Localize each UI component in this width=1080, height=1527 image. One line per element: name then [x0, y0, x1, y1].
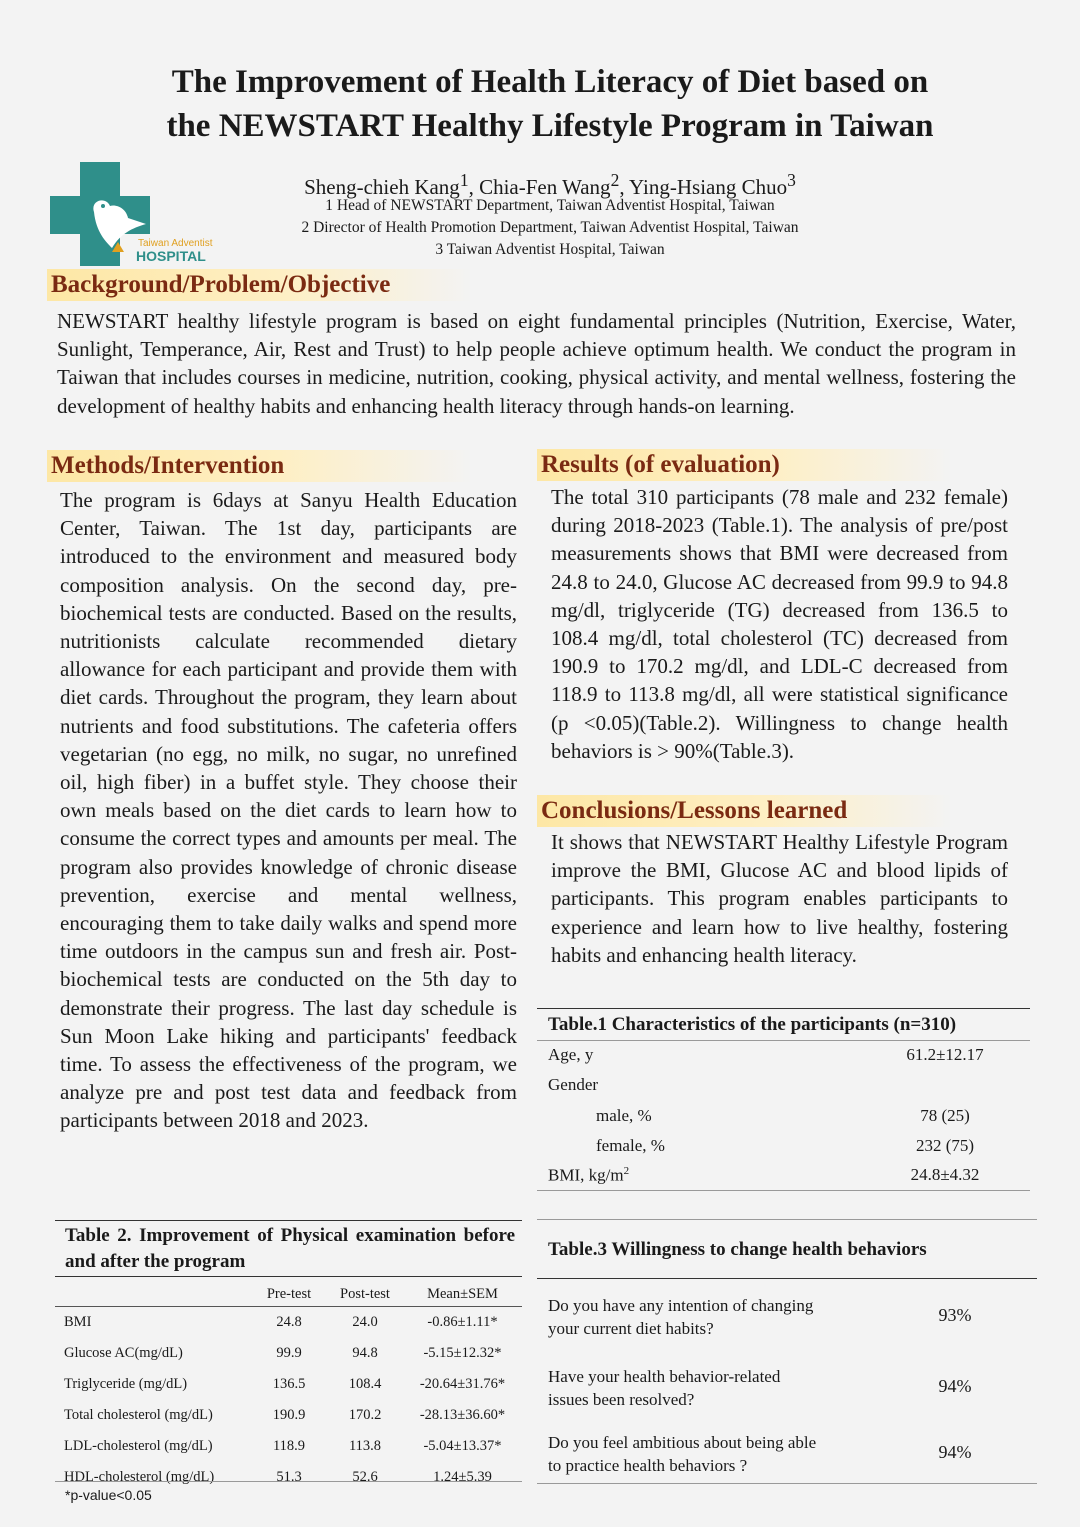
affiliation-1: 1 Head of NEWSTART Department, Taiwan Adventist Hospital, Taiwan [325, 197, 775, 214]
table2-title-rule [55, 1276, 522, 1277]
title-line-2: the NEWSTART Healthy Lifestyle Program in Taiwan [166, 108, 934, 144]
table2-cell: 190.9 [272, 1407, 306, 1423]
table2-header-cell: Post-test [327, 1282, 403, 1307]
table1-row-label: female, % [596, 1136, 665, 1155]
results-heading: Results (of evaluation) [537, 449, 951, 481]
table1-top-rule [537, 1008, 1030, 1009]
table2-cell: BMI [64, 1314, 92, 1330]
table1-row-value: 232 (75) [915, 1136, 975, 1155]
table-row [55, 1369, 522, 1400]
author-list: Sheng-chieh Kang$^1$, Chia-Fen Wang$^2$, Ying-Hsiang Chuo$^3$ [304, 170, 796, 199]
table2-cell: Glucose AC(mg/dL) [64, 1345, 183, 1361]
table2-cell: 113.8 [348, 1438, 382, 1454]
table2-cell: Total cholesterol (mg/dL) [64, 1407, 213, 1423]
table1-row-label: Gender [548, 1075, 599, 1094]
table3-bottom-rule [537, 1483, 1037, 1484]
author-2: Chia-Fen Wang$^2$ [479, 170, 620, 199]
logo-line-2: HOSPITAL [136, 248, 206, 264]
table3-value: 94% [938, 1376, 972, 1396]
table2-cell: LDL-cholesterol (mg/dL) [64, 1438, 213, 1454]
table1-row-label: male, % [596, 1106, 652, 1125]
table3-question: Do you have any intention of changing your current diet habits? [548, 1296, 814, 1338]
background-text: NEWSTART healthy lifestyle program is based on eight fundamental principles (Nutrition, Exercise, Water, Sunlight, Temperance, Air, Rest and Trust) to help people achieve optimum health. We conduct the program in Taiwan that includes courses in medicine, nutrition, cooking, physical activity, and mental wellness, fostering the development of healthy habits and enhancing health literacy through hands-on learning. [57, 309, 1016, 418]
results-text: The total 310 participants (78 male and 232 female) during 2018-2023 (Table.1). The analysis of pre/post measurements shows that BMI were decreased from 24.8 to 24.0, Glucose AC decreased from 99.9 to 94.8 mg/dl, triglyceride (TG) decreased from 136.5 to 108.4 mg/dl, total cholesterol (TC) decreased from 190.9 to 170.2 mg/dl, and LDL-C decreased from 118.9 to 113.8 mg/dl, all were statistical significance (p <0.05)(Table.2). Willingness to change health behaviors is > 90%(Table.3). [551, 485, 1008, 763]
table2-cell: Triglyceride (mg/dL) [64, 1376, 188, 1392]
table2-cell: HDL-cholesterol (mg/dL) [64, 1469, 215, 1485]
table2-cell: -0.86±1.11* [427, 1314, 498, 1330]
table2-cell: 52.6 [352, 1469, 378, 1485]
table3-value: 93% [938, 1305, 972, 1325]
table1-bottom-rule [537, 1190, 1030, 1191]
table2-top-rule [55, 1220, 522, 1221]
table1-row-value: 24.8±4.32 [910, 1165, 980, 1184]
table2-cell: -28.13±36.60* [419, 1407, 506, 1423]
table2-header-cell: Mean±SEM [403, 1282, 522, 1307]
table2-footnote: *p-value<0.05 [65, 1487, 152, 1503]
table1-title: Table.1 Characteristics of the participants (n=310) [548, 1014, 957, 1035]
table2-cell: 94.8 [352, 1345, 378, 1361]
table2-cell: 1.24±5.39 [433, 1469, 492, 1485]
table2-cell: 170.2 [348, 1407, 382, 1423]
table-row [55, 1400, 522, 1431]
table2-cell: 51.3 [276, 1469, 302, 1485]
table2-title: Table 2. Improvement of Physical examination before and after the program [65, 1225, 515, 1272]
table2-cell: 24.0 [352, 1314, 378, 1330]
table-row [55, 1338, 522, 1369]
table3-value: 94% [938, 1442, 972, 1462]
title-line-1: The Improvement of Health Literacy of Diet based on [171, 64, 929, 100]
methods-heading: Methods/Intervention [47, 450, 471, 482]
table1-row-value: 61.2±12.17 [906, 1045, 984, 1064]
table2-header-cell: Pre-test [251, 1282, 327, 1307]
table3-title: Table.3 Willingness to change health behaviors [548, 1239, 927, 1260]
table2-cell: 118.9 [272, 1438, 306, 1454]
author-3: Ying-Hsiang Chuo$^3$ [629, 170, 796, 199]
table2-cell: 108.4 [348, 1376, 382, 1392]
table2-cell: 24.8 [276, 1314, 302, 1330]
table2 [55, 1282, 522, 1493]
table3-top-rule [537, 1219, 1037, 1220]
table2-cell: -20.64±31.76* [419, 1376, 506, 1392]
table-row [55, 1307, 522, 1339]
table2-cell: -5.15±12.32* [423, 1345, 502, 1361]
background-heading: Background/Problem/Objective [47, 269, 471, 301]
conclusions-heading: Conclusions/Lessons learned [537, 795, 951, 827]
table3-question: Have your health behavior-related issues been resolved? [548, 1367, 781, 1409]
table2-header-row [55, 1282, 522, 1307]
table2-cell: -5.04±13.37* [423, 1438, 502, 1454]
table3-header-rule [537, 1278, 1037, 1279]
table2-header-cell [55, 1282, 251, 1307]
poster-title [60, 60, 1040, 148]
author-1: Sheng-chieh Kang$^1$ [304, 170, 469, 199]
hospital-logo [50, 162, 220, 266]
table2-cell: 99.9 [276, 1345, 302, 1361]
table1-row-label: Age, y [548, 1045, 594, 1064]
table1-row-value: 78 (25) [920, 1106, 970, 1125]
affiliation-2: 2 Director of Health Promotion Department, Taiwan Adventist Hospital, Taiwan [301, 219, 799, 236]
conclusions-text: It shows that NEWSTART Healthy Lifestyle Program improve the BMI, Glucose AC and blood lipids of participants. This program enables participants to experience and learn how to live healthy, fostering habits and enhancing health literacy. [551, 830, 1008, 967]
table2-cell: 136.5 [272, 1376, 306, 1392]
table2-bottom-rule [55, 1481, 522, 1482]
affiliation-3: 3 Taiwan Adventist Hospital, Taiwan [435, 241, 665, 258]
methods-text: The program is 6days at Sanyu Health Education Center, Taiwan. The 1st day, participants are introduced to the environment and measured body composition analysis. On the second day, pre-biochemical tests are conducted. Based on the results, nutritionists calculate recommended dietary allowance for each participant and provide them with diet cards. Throughout the program, they learn about nutrients and food substitutions. The cafeteria offers vegetarian (no egg, no milk, no sugar, no unrefined oil, high fiber) in a buffet style. They choose their own meals based on the diet cards to learn how to consume the correct types and amounts per meal. The program also provides knowledge of chronic disease prevention, exercise and mental wellness, encouraging them to take daily walks and spend more time outdoors in the campus sun and fresh air. Post-biochemical tests are conducted on the 5th day to demonstrate their progress. The last day schedule is Sun Moon Lake hiking and participants' feedback time. To assess the effectiveness of the program, we analyze pre and post test data and feedback from participants between 2018 and 2023. [60, 488, 517, 1133]
table1-header-rule [537, 1040, 1030, 1041]
table3-question: Do you feel ambitious about being able to practice health behaviors ? [548, 1433, 817, 1475]
logo-line-1: Taiwan Adventist [138, 238, 213, 249]
table-row [55, 1431, 522, 1462]
table1-row-label: BMI, $kg/m^2$ [548, 1165, 630, 1185]
